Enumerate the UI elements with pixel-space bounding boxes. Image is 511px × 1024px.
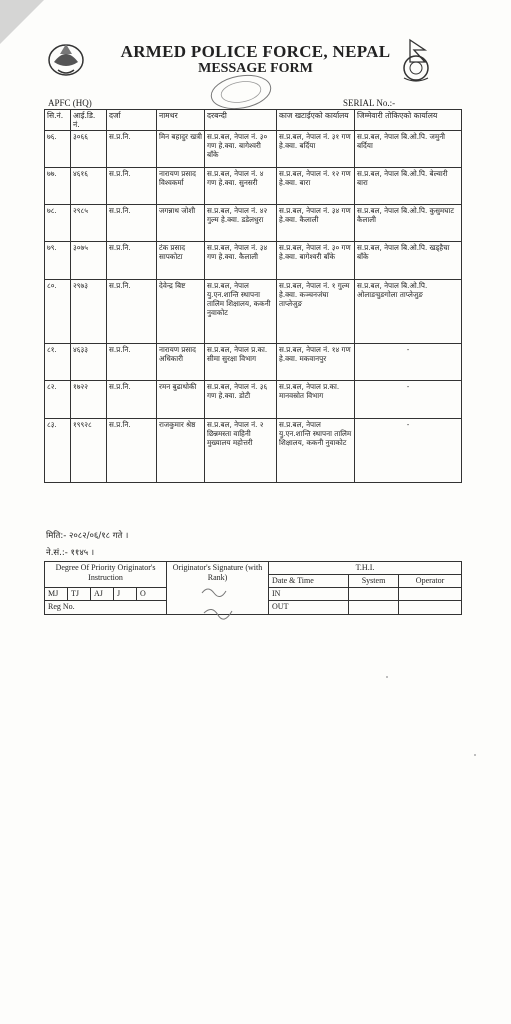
cell-responsibility: स.प्र.बल, नेपाल बि.ओ.पि. कुसुमघाट कैलाली	[355, 205, 462, 242]
cell-deputed: स.प्र.बल, नेपाल नं. ३४ गण हे.क्वा. कैलाली	[277, 205, 355, 242]
cell-post: स.प्र.बल, नेपाल नं. ३६ गण हे.क्वा. डोटी	[205, 381, 277, 419]
cell-name: टंक प्रसाद सापकोटा	[157, 242, 205, 280]
page-fold-corner	[0, 0, 44, 44]
in-system-cell[interactable]	[349, 588, 399, 601]
col-deputed: काज खटाईएको कार्यालय	[277, 110, 355, 131]
cell-responsibility: स.प्र.बल, नेपाल बि.ओ.पि. बेल्वारी बारा	[355, 168, 462, 205]
cell-name: जगन्नाथ जोशी	[157, 205, 205, 242]
cell-post: स.प्र.बल, नेपाल नं. ३० गण हे.क्वा. बागेश्वरी बाँके	[205, 131, 277, 168]
cell-rank: स.प्र.नि.	[107, 344, 157, 381]
priority-tj[interactable]: TJ	[68, 588, 91, 601]
out-operator-cell[interactable]	[399, 601, 462, 615]
serial-label: SERIAL No.:-	[343, 98, 396, 108]
cell-name: राजकुमार श्रेष्ठ	[157, 419, 205, 483]
col-id: आई.डि. नं.	[71, 110, 107, 131]
cell-post: स.प्र.बल, नेपाल यु.एन.शान्ति स्थापना तालिम शिक्षालय, ककनी नुवाकोट	[205, 280, 277, 344]
table-row	[45, 381, 462, 419]
scan-speck	[386, 676, 388, 678]
cell-deputed: स.प्र.बल, नेपाल नं. १२ गण हे.क्वा. बारा	[277, 168, 355, 205]
priority-mj[interactable]: MJ	[45, 588, 68, 601]
cell-rank: स.प्र.नि.	[107, 419, 157, 483]
cell-name: देवेन्द्र बिष्ट	[157, 280, 205, 344]
cell-rank: स.प्र.नि.	[107, 242, 157, 280]
office-stamp-icon	[206, 72, 276, 112]
cell-id: १९९२८	[71, 419, 107, 483]
cell-sn: ७७.	[45, 168, 71, 205]
signature-label: Originator's Signature (with Rank)	[167, 562, 269, 615]
table-row	[45, 205, 462, 242]
cell-post: स.प्र.बल, नेपाल नं. ४ गण हे.क्वा. सुनसरी	[205, 168, 277, 205]
cell-post: स.प्र.बल, नेपाल नं. ४२ गुल्म हे.क्वा. डडेलधुरा	[205, 205, 277, 242]
col-sn: सि.नं.	[45, 110, 71, 131]
cell-post: स.प्र.बल, नेपाल नं. ३४ गण हे.क्वा. कैलाली	[205, 242, 277, 280]
in-operator-cell[interactable]	[399, 588, 462, 601]
cell-id: ४६३३	[71, 344, 107, 381]
cell-rank: स.प्र.नि.	[107, 205, 157, 242]
table-row	[45, 419, 462, 483]
table-row	[45, 280, 462, 344]
cell-sn: ८३.	[45, 419, 71, 483]
cell-deputed: स.प्र.बल, नेपाल नं. १४ गण हे.क्वा. मकवानपुर	[277, 344, 355, 381]
cell-deputed: स.प्र.बल, नेपाल प्र.का. मानवस्रोत विभाग	[277, 381, 355, 419]
priority-aj[interactable]: AJ	[91, 588, 114, 601]
table-row	[45, 168, 462, 205]
col-rank: दर्जा	[107, 110, 157, 131]
cell-sn: ७६.	[45, 131, 71, 168]
table-header-row	[45, 110, 462, 131]
priority-o[interactable]: O	[137, 588, 167, 601]
cell-deputed: स.प्र.बल, नेपाल नं. ३० गण हे.क्वा. बागेश्वरी बाँके	[277, 242, 355, 280]
table-row	[45, 344, 462, 381]
cell-post: स.प्र.बल, नेपाल प्र.का. सीमा सुरक्षा विभाग	[205, 344, 277, 381]
cell-sn: ७८.	[45, 205, 71, 242]
in-label: IN	[269, 588, 349, 601]
out-system-cell[interactable]	[349, 601, 399, 615]
issue-date: मिति:- २०८२/०६/१८ गते ।	[46, 531, 129, 541]
cell-deputed: स.प्र.बल, नेपाल यु.एन.शान्ति स्थापना तालिम शिक्षालय, ककनी नुवाकोट	[277, 419, 355, 483]
date-time-header: Date & Time	[269, 575, 349, 588]
cell-id: २९७३	[71, 280, 107, 344]
cell-deputed: स.प्र.बल, नेपाल नं. १ गुल्म हे.क्वा. कञ्चनजंघा ताप्लेजुङ	[277, 280, 355, 344]
cell-sn: ८१.	[45, 344, 71, 381]
cell-rank: स.प्र.नि.	[107, 280, 157, 344]
table-row	[45, 242, 462, 280]
cell-name: रमन बुढाथोकी	[157, 381, 205, 419]
col-name: नामथर	[157, 110, 205, 131]
cell-sn: ८२.	[45, 381, 71, 419]
cell-responsibility: -	[355, 419, 462, 483]
col-post: दरबन्दी	[205, 110, 277, 131]
reg-no-label: Reg No.	[45, 601, 167, 615]
operator-header: Operator	[399, 575, 462, 588]
office-code: APFC (HQ)	[48, 98, 92, 108]
cell-rank: स.प्र.नि.	[107, 168, 157, 205]
form-title: ARMED POLICE FORCE, NEPAL	[120, 42, 391, 61]
message-footer-table	[44, 561, 462, 615]
cell-responsibility: -	[355, 381, 462, 419]
priority-label: Degree Of Priority Originator's Instruction	[45, 562, 167, 588]
priority-j[interactable]: J	[114, 588, 137, 601]
cell-name: नारायण प्रसाद विश्वकर्मा	[157, 168, 205, 205]
cell-responsibility: -	[355, 344, 462, 381]
cell-sn: ७९.	[45, 242, 71, 280]
cell-sn: ८०.	[45, 280, 71, 344]
transfer-table	[44, 109, 462, 483]
signature-scribble-icon	[198, 583, 238, 623]
cell-name: नारायण प्रसाद अधिकारी	[157, 344, 205, 381]
cell-post: स.प्र.बल, नेपाल नं. २ छिन्नमस्ता वाहिनी मुख्यालय महोत्तरी	[205, 419, 277, 483]
table-row	[45, 131, 462, 168]
cell-id: ४६१६	[71, 168, 107, 205]
cell-deputed: स.प्र.बल, नेपाल नं. ३१ गण हे.क्वा. बर्दिया	[277, 131, 355, 168]
cell-responsibility: स.प्र.बल, नेपाल बि.ओ.पि. ओलाङचुङगोला ताप्लेजुङ	[355, 280, 462, 344]
col-responsibility: जिम्मेवारी तोकिएको कार्यालय	[355, 110, 462, 131]
cell-rank: स.प्र.नि.	[107, 381, 157, 419]
cell-responsibility: स.प्र.बल, नेपाल बि.ओ.पि. जमुनी बर्दिया	[355, 131, 462, 168]
cell-id: २९८५	[71, 205, 107, 242]
cell-id: ३०६६	[71, 131, 107, 168]
cell-id: १७२२	[71, 381, 107, 419]
scan-speck	[474, 754, 476, 756]
system-header: System	[349, 575, 399, 588]
cell-name: मिन बहादुर खत्री	[157, 131, 205, 168]
thi-label: T.H.I.	[269, 562, 462, 575]
cell-rank: स.प्र.नि.	[107, 131, 157, 168]
form-subtitle: MESSAGE FORM	[198, 61, 313, 76]
out-label: OUT	[269, 601, 349, 615]
cell-id: ३०७५	[71, 242, 107, 280]
nepal-sambat: ने.सं.:- ११४५ ।	[46, 548, 95, 558]
cell-responsibility: स.प्र.बल, नेपाल बि.ओ.पि. खड्हैचा बाँके	[355, 242, 462, 280]
